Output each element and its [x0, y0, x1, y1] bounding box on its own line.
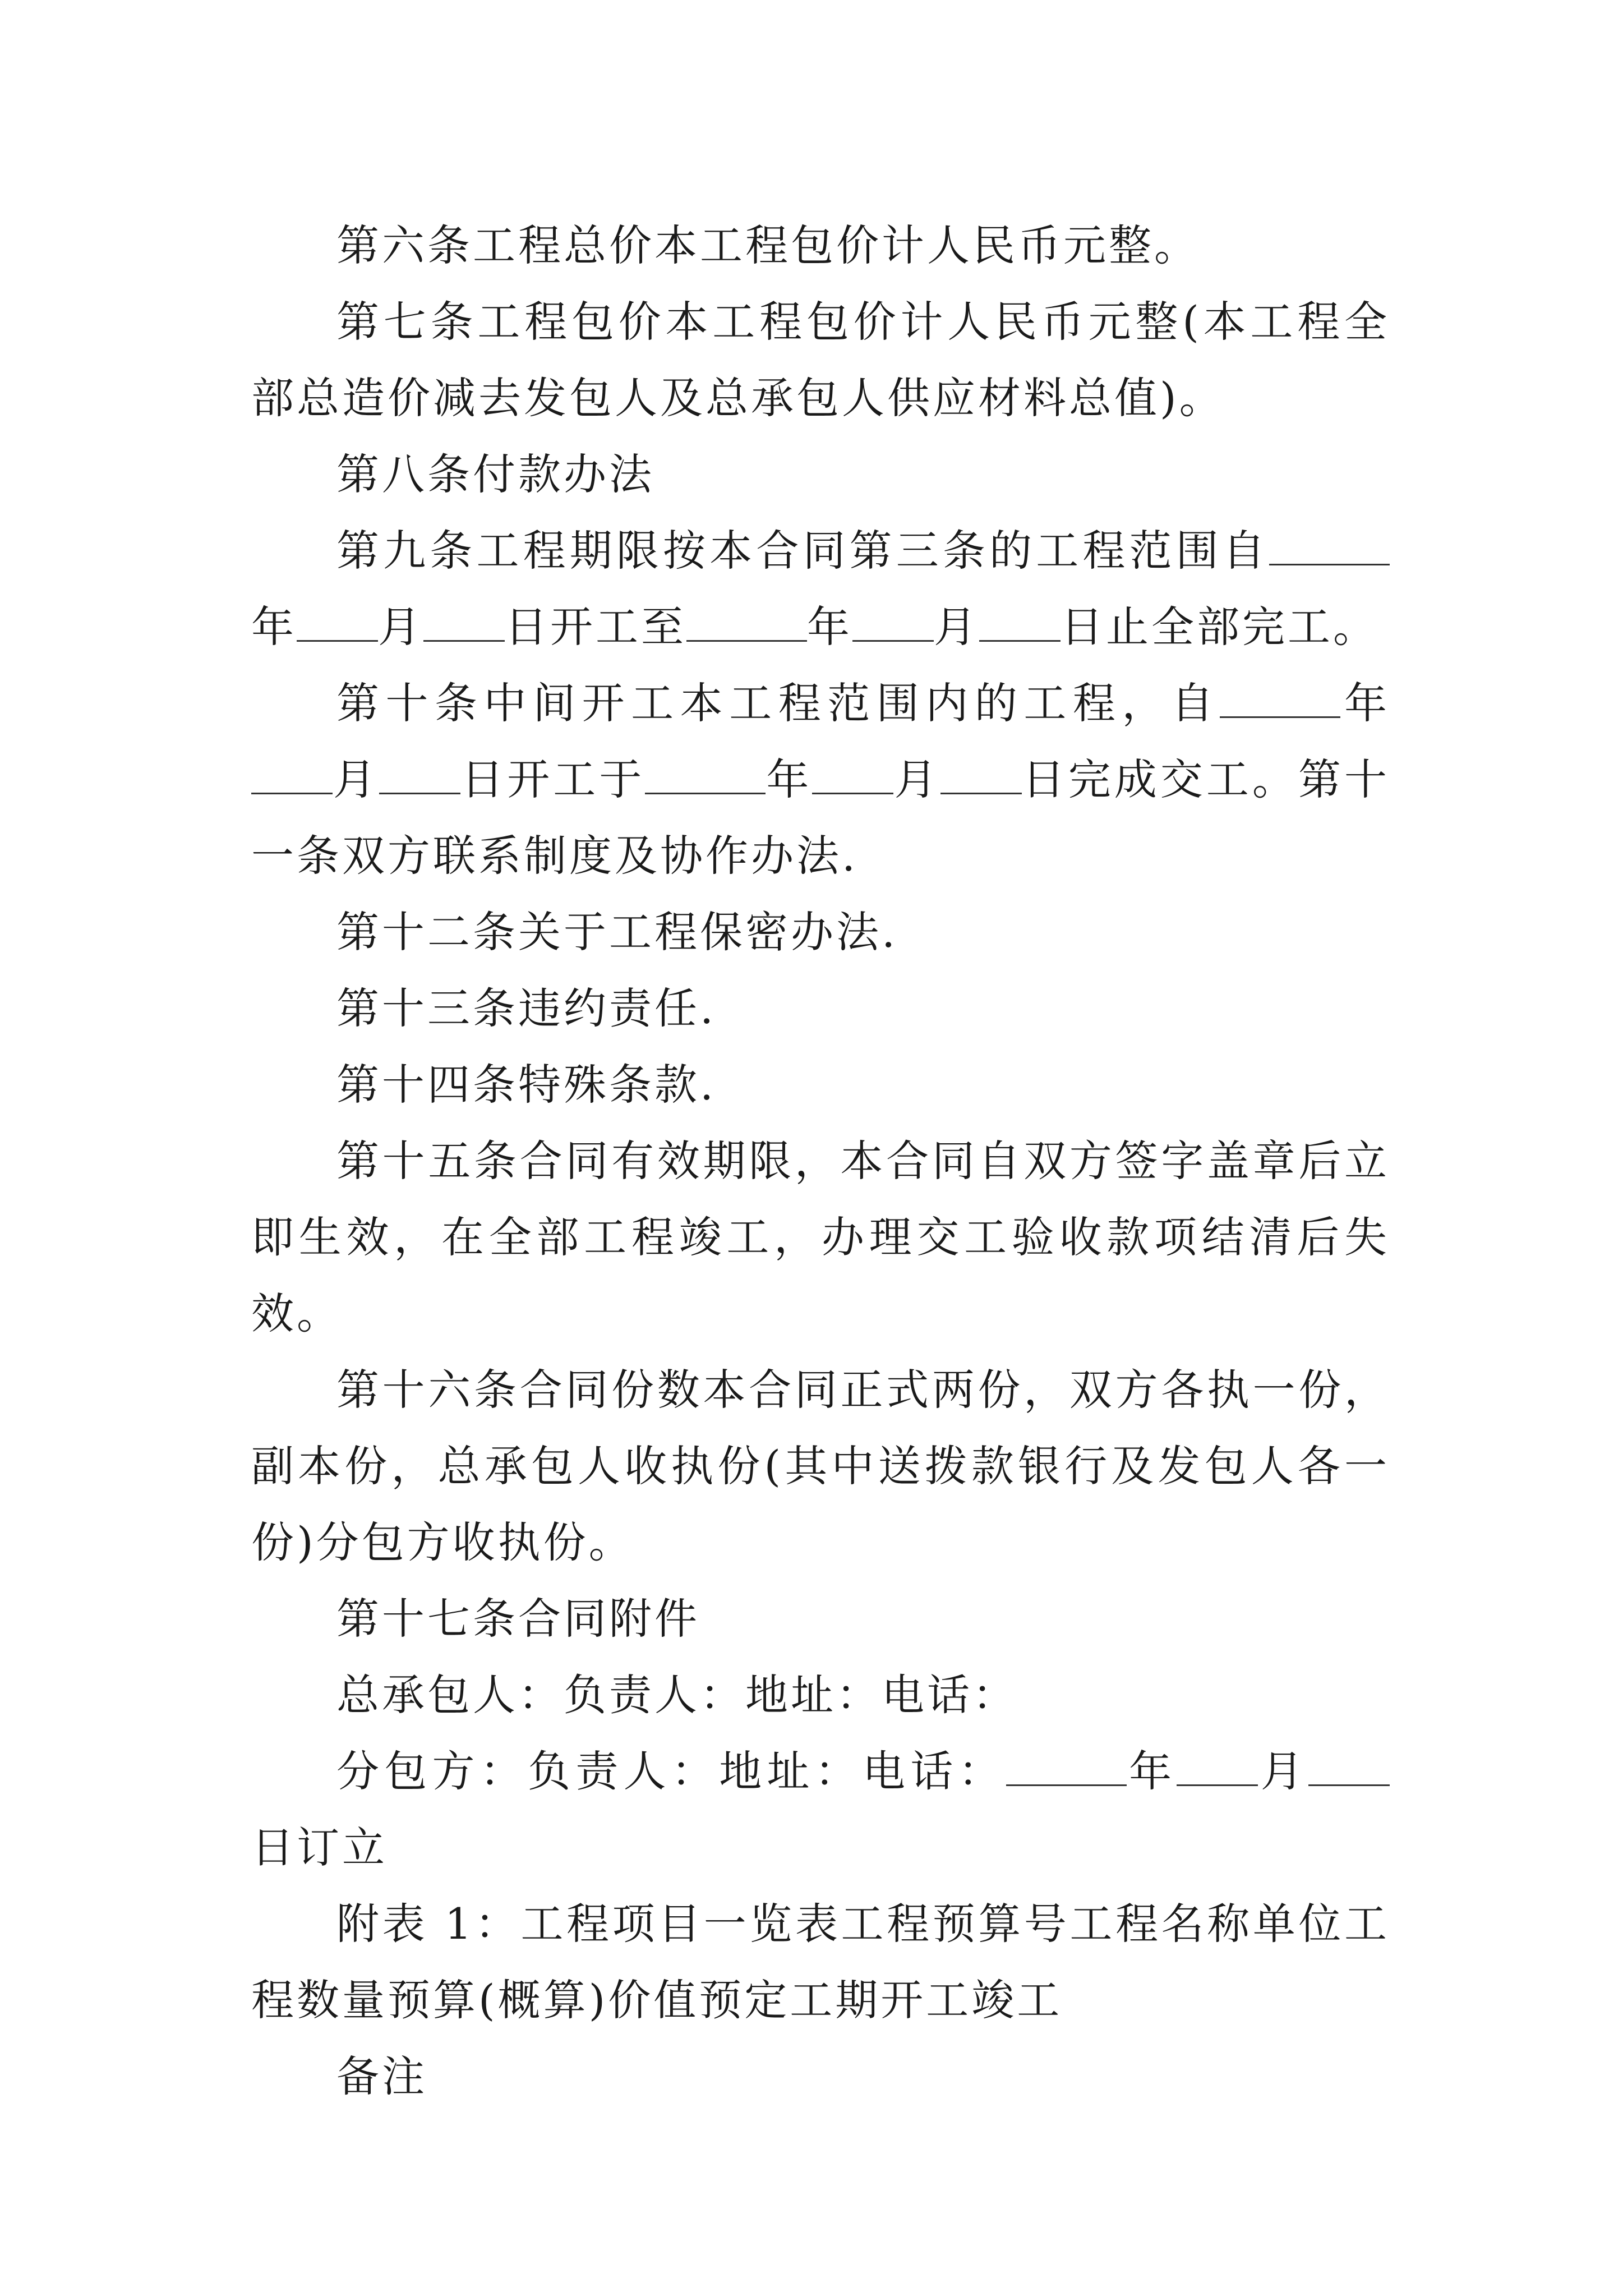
subcontractor-text: 分包方：负责人：地址：电话： [336, 1746, 1006, 1796]
article-9-paragraph [251, 513, 1390, 665]
blank-line [979, 601, 1061, 642]
month-label: 月 [378, 602, 423, 652]
article-7-paragraph: 第七条工程包价本工程包价计人民币元整(本工程全部总造价减去发包人及总承包人供应材料总值)。 [251, 297, 1390, 423]
end-day-label: 日止全部完工。 [1061, 602, 1378, 652]
article-8-paragraph: 第八条付款办法 [336, 449, 654, 499]
article-16-paragraph: 第十六条合同份数本合同正式两份，双方各执一份，副本份，总承包人收执份(其中送拨款银行及发包人各一份)分包方收执份。 [251, 1365, 1390, 1567]
month-label: 月 [333, 754, 380, 804]
article-6-paragraph: 第六条工程总价本工程包价计人民币元整。 [336, 220, 1200, 270]
month-label: 月 [893, 754, 940, 804]
blank-line [940, 753, 1022, 794]
article-14-paragraph: 第十四条特殊条款. [336, 1060, 717, 1110]
signing-date-label: 日订立 [251, 1823, 388, 1872]
year-label: 年 [766, 754, 813, 804]
start-day-label: 日开工于 [460, 754, 645, 804]
article-10-paragraph [251, 665, 1390, 894]
year-label: 年 [1340, 678, 1390, 728]
start-day-label: 日开工至 [505, 602, 686, 652]
blank-line [379, 753, 460, 794]
article-17-paragraph: 第十七条合同附件 [336, 1594, 700, 1644]
year-label: 年 [1126, 1746, 1177, 1796]
month-label: 月 [1258, 1746, 1309, 1796]
blank-line [852, 601, 934, 642]
article-15-paragraph: 第十五条合同有效期限，本合同自双方签字盖章后立即生效，在全部工程竣工，办理交工验收款项结清后失效。 [251, 1136, 1390, 1338]
blank-line [645, 753, 766, 794]
completion-text: 日完成交工。第十一条双方联系制度及协作办法. [251, 754, 1390, 881]
article-13-paragraph: 第十三条违约责任. [336, 983, 717, 1033]
blank-line [297, 601, 378, 642]
blank-line [1006, 1745, 1127, 1786]
blank-line [1308, 1745, 1390, 1786]
blank-line [1220, 677, 1340, 718]
appendix-table-paragraph: 附表 1：工程项目一览表工程预算号工程名称单位工程数量预算(概算)价值预定工期开工竣工 [251, 1899, 1390, 2025]
article-9-text: 第九条工程期限按本合同第三条的工程范围自 [336, 526, 1269, 576]
blank-line [251, 753, 333, 794]
article-10-text: 第十条中间开工本工程范围内的工程，自 [336, 678, 1220, 728]
subcontractor-info-line [251, 1733, 1390, 1886]
blank-line [1269, 524, 1390, 565]
blank-line [1177, 1745, 1258, 1786]
year-label: 年 [807, 602, 852, 652]
blank-line [686, 601, 807, 642]
blank-line [812, 753, 893, 794]
article-12-paragraph: 第十二条关于工程保密办法. [336, 907, 898, 957]
year-label: 年 [251, 602, 297, 652]
remarks-paragraph: 备注 [336, 2051, 427, 2101]
blank-line [423, 601, 505, 642]
contract-body [251, 208, 1390, 2115]
month-label: 月 [934, 602, 979, 652]
contractor-info-line: 总承包人：负责人：地址：电话： [336, 1670, 1018, 1720]
